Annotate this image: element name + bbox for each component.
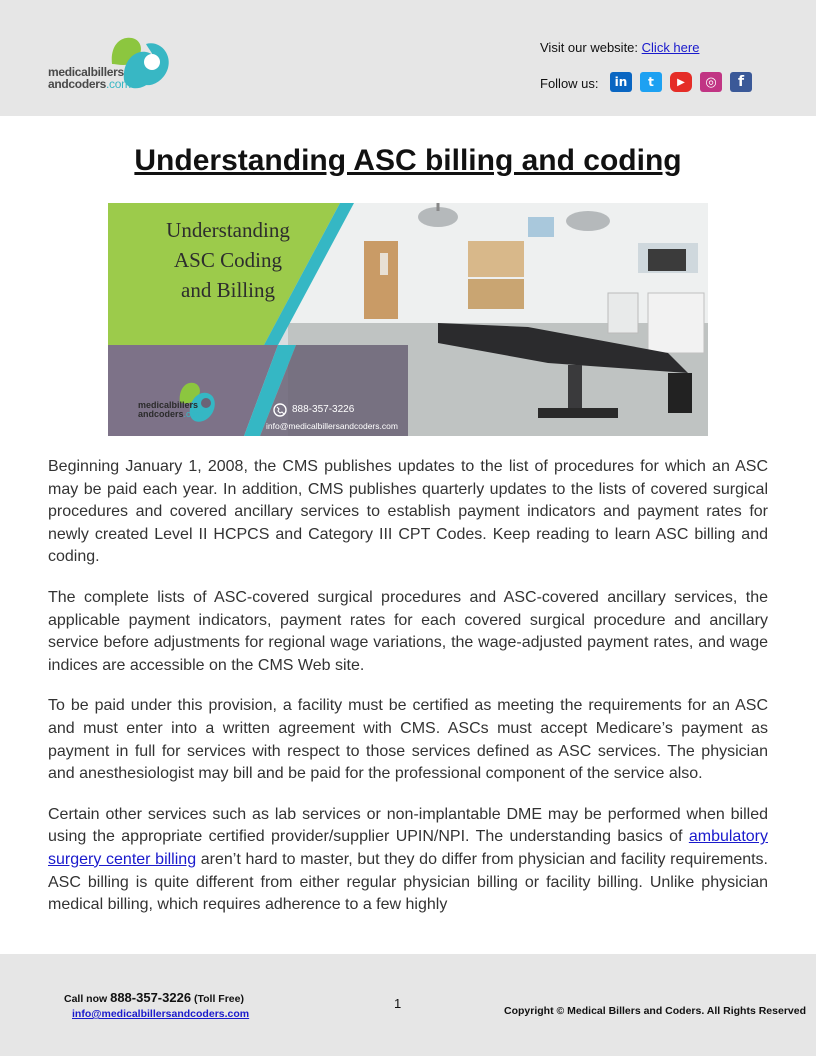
page-title: Understanding ASC billing and coding (134, 144, 682, 177)
copyright-text: Copyright © Medical Billers and Coders. All Rights Reserved (504, 1005, 806, 1017)
banner-heading (128, 215, 328, 305)
call-prefix: Call now (64, 993, 111, 1005)
paragraph-4-text-b: aren’t hard to master, but they do differ from physician and facility requirements. ASC billing is quite different from either regular physician billing or facility billing. Unlike physician medical billing, which requires adherence to a few highly (48, 850, 769, 914)
logo-line-1: medicalbillers (48, 65, 124, 79)
banner-logo-line-1: medicalbillers (138, 400, 199, 410)
toll-free-label: (Toll Free) (191, 993, 244, 1005)
logo-domain: .com (106, 77, 131, 91)
paragraph-4-text-a: Certain other services such as lab services or non-implantable DME may be performed when billed using the appropriate certified provider/supplier UPIN/NPI. The understanding basics of (48, 805, 768, 846)
social-links (610, 72, 752, 92)
instagram-icon[interactable]: ◎ (700, 72, 722, 92)
twitter-icon[interactable]: t (640, 72, 662, 92)
company-logo[interactable] (48, 32, 178, 96)
banner-image (108, 203, 708, 436)
logo-line-2: andcoders (48, 77, 106, 91)
banner-heading-line-1: Understanding (166, 218, 290, 242)
banner-logo-text (138, 401, 203, 419)
page-header (0, 0, 816, 116)
logo-wordmark (48, 66, 131, 90)
banner-email: info@medicalbillersandcoders.com (266, 421, 398, 431)
banner-logo-domain: .com (183, 409, 204, 419)
banner-heading-line-3: and Billing (181, 278, 275, 302)
visit-website-link[interactable]: Click here (641, 40, 700, 55)
facebook-icon[interactable]: f (730, 72, 752, 92)
banner-logo-line-2: andcoders (138, 409, 184, 419)
follow-label: Follow us: (540, 76, 599, 91)
visit-website (540, 40, 699, 55)
visit-label: Visit our website: (540, 40, 639, 55)
page-footer (0, 954, 816, 1056)
linkedin-icon[interactable]: in (610, 72, 632, 92)
youtube-icon[interactable]: ▶ (670, 72, 692, 92)
paragraph-1: Beginning January 1, 2008, the CMS publishes updates to the list of procedures for which an ASC may be paid each year. In addition, CMS publishes quarterly updates to the lists of covered surgical procedures and covered ancillary services to establish payment indicators and payment rates for newly created Level II HCPCS and Category III CPT Codes. Keep reading to learn ASC billing and coding. (48, 458, 768, 566)
footer-phone: 888-357-3226 (110, 990, 192, 1005)
paragraph-2: The complete lists of ASC-covered surgical procedures and ASC-covered ancillary services, the applicable payment indicators, payment rates for each covered surgical procedure and ancillary service before adjustments for regional wage variations, the wage-adjusted payment rates, and wage indices are accessible on the CMS Web site. (48, 588, 768, 674)
footer-email-link[interactable]: info@medicalbillersandcoders.com (72, 1008, 250, 1020)
page-number: 1 (394, 996, 402, 1011)
footer-call (64, 990, 244, 1005)
banner-heading-line-2: ASC Coding (174, 248, 282, 272)
paragraph-4 (48, 804, 768, 917)
paragraph-3: To be paid under this provision, a facility must be certified as meeting the requirements for an ASC and must enter into a written agreement with CMS. ASCs must accept Medicare’s payment as payment in full for services with respect to those services defined as ASC services. The physician and anesthesiologist may bill and be paid for the professional component of the service also. (48, 697, 768, 783)
banner-phone: 888-357-3226 (292, 404, 355, 415)
article-body (48, 456, 768, 935)
asc-billing-link[interactable]: ambulatory surgery center billing (48, 828, 768, 868)
